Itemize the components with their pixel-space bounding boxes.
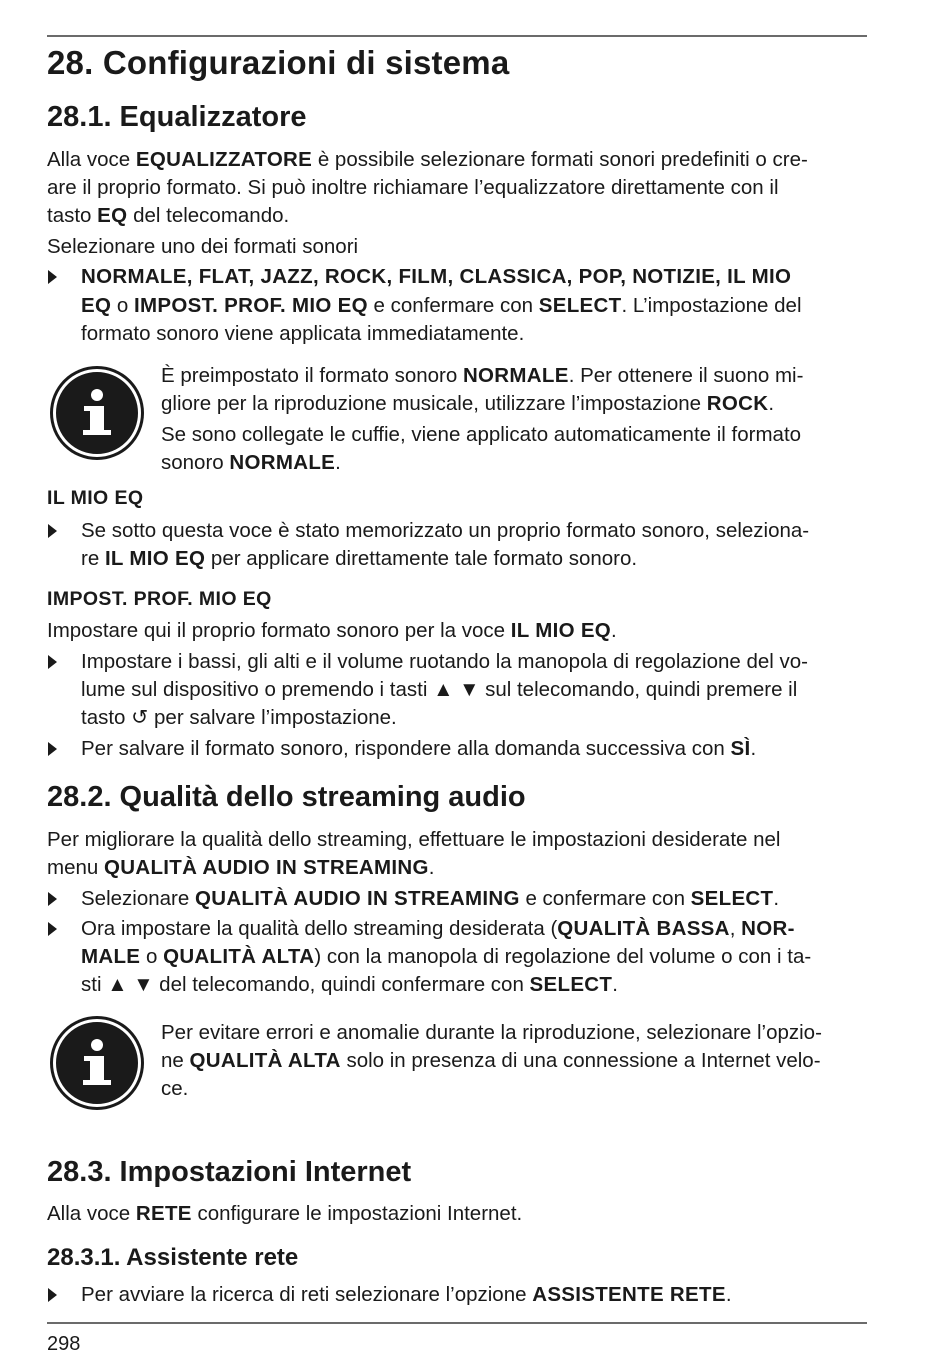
- text: solo in presenza di una connessione a Internet velo-: [340, 1049, 821, 1072]
- text: .: [611, 619, 617, 642]
- text: ne: [161, 1049, 190, 1072]
- keyword: QUALITÀ ALTA: [189, 1049, 341, 1072]
- text: per salvare l’impostazione.: [148, 706, 397, 729]
- subheading-il-mio-eq: IL MIO EQ: [47, 487, 144, 509]
- text: .: [612, 973, 618, 996]
- keyword: QUALITÀ AUDIO IN STREAMING: [194, 887, 520, 910]
- note-line: [161, 1047, 821, 1075]
- text: È preimpostato il formato sonoro: [161, 364, 463, 387]
- text: re: [81, 547, 105, 570]
- keyword: NOR-: [741, 917, 795, 940]
- text: sti: [81, 973, 108, 996]
- text: Ora impostare la qualità dello streaming desiderata (: [81, 917, 558, 940]
- keyword: SELECT: [529, 973, 613, 996]
- keyword: IMPOST. PROF. MIO EQ: [134, 294, 368, 317]
- keyword: NORMALE: [462, 364, 569, 387]
- paragraph-line: [47, 617, 617, 645]
- info-icon: [50, 366, 144, 460]
- chapter-title: 28. Configurazioni di sistema: [47, 44, 510, 81]
- bullet-line: [81, 704, 397, 732]
- text: .: [768, 392, 775, 415]
- info-icon: [50, 1016, 144, 1110]
- keyword: MALE: [81, 945, 141, 968]
- keyword: SELECT: [690, 887, 774, 910]
- paragraph-line: [47, 146, 808, 174]
- paragraph-line: Per migliorare la qualità dello streaming, effettuare le impostazioni desiderate nel: [47, 828, 781, 851]
- keyword: ROCK: [706, 392, 769, 415]
- text: tasto: [47, 204, 98, 227]
- text: ,: [729, 917, 742, 940]
- keyword: SÌ: [730, 737, 751, 760]
- arrow-keys-icon: ▲ ▼: [433, 678, 480, 701]
- text: del telecomando.: [127, 204, 290, 227]
- text: .: [335, 451, 341, 474]
- triangle-bullet-icon: [48, 1288, 57, 1302]
- text: è possibile selezionare formati sonori predefiniti o cre-: [312, 148, 808, 171]
- text: .: [725, 1283, 732, 1306]
- paragraph-line: [47, 202, 289, 230]
- bullet-line: [81, 676, 797, 704]
- bullet-line: [81, 915, 795, 943]
- note-line: [161, 449, 341, 477]
- text: .: [750, 737, 757, 760]
- note-line: Per evitare errori e anomalie durante la riproduzione, selezionare l’opzio-: [161, 1021, 822, 1044]
- bullet-line: [81, 971, 618, 999]
- text: . Per ottenere il suono mi-: [568, 364, 804, 387]
- text: Alla voce: [47, 1202, 136, 1225]
- triangle-bullet-icon: [48, 892, 57, 906]
- paragraph-line: [47, 854, 434, 882]
- text: Per avviare la ricerca di reti selezionare l’opzione: [81, 1283, 533, 1306]
- bullet-line: [81, 885, 779, 913]
- keyword: IL MIO EQ: [510, 619, 612, 642]
- bullet-line: Se sotto questa voce è stato memorizzato un proprio formato sonoro, seleziona-: [81, 519, 810, 542]
- triangle-bullet-icon: [48, 922, 57, 936]
- bullet-line: [81, 545, 637, 573]
- text: o: [140, 945, 164, 968]
- paragraph-line: Selezionare uno dei formati sonori: [47, 235, 359, 258]
- bottom-rule: [47, 1322, 867, 1324]
- bullet-line: [81, 735, 756, 763]
- keyword: EQUALIZZATORE: [135, 148, 313, 171]
- keyword: QUALITÀ ALTA: [163, 945, 315, 968]
- keyword: EQ: [81, 294, 112, 317]
- text: .: [428, 856, 435, 879]
- triangle-bullet-icon: [48, 524, 57, 538]
- keyword: QUALITÀ BASSA: [557, 917, 730, 940]
- text: per applicare direttamente tale formato sonoro.: [205, 547, 638, 570]
- note-line: ce.: [161, 1077, 189, 1100]
- text: lume sul dispositivo o premendo i tasti: [81, 678, 434, 701]
- text: e confermare con: [519, 887, 691, 910]
- text: e confermare con: [367, 294, 539, 317]
- text: Impostare qui il proprio formato sonoro per la voce: [47, 619, 511, 642]
- text: sul telecomando, quindi premere il: [479, 678, 798, 701]
- bullet-line: [81, 292, 802, 320]
- text: o: [111, 294, 135, 317]
- keyword: QUALITÀ AUDIO IN STREAMING: [103, 856, 429, 879]
- text: menu: [47, 856, 104, 879]
- keyword: EQ: [97, 204, 128, 227]
- arrow-keys-icon: ▲ ▼: [107, 973, 154, 996]
- keyword: NORMALE: [229, 451, 336, 474]
- bullet-line: Impostare i bassi, gli alti e il volume ruotando la manopola di regolazione del vo-: [81, 650, 809, 673]
- page-number: 298: [47, 1333, 81, 1355]
- bullet-line: NORMALE, FLAT, JAZZ, ROCK, FILM, CLASSICA, POP, NOTIZIE, IL MIO: [81, 265, 792, 288]
- subheading-impost-prof: IMPOST. PROF. MIO EQ: [47, 588, 272, 610]
- back-arrow-icon: ↺: [131, 706, 149, 729]
- top-rule: [47, 35, 867, 37]
- text: configurare le impostazioni Internet.: [191, 1202, 523, 1225]
- paragraph-line: [47, 1200, 522, 1228]
- bullet-line: [81, 943, 811, 971]
- keyword: SELECT: [538, 294, 622, 317]
- text: sonoro: [161, 451, 230, 474]
- text: tasto: [81, 706, 132, 729]
- bullet-line: [81, 1281, 732, 1309]
- section-title-equalizer: 28.1. Equalizzatore: [47, 101, 307, 133]
- text: Selezionare: [81, 887, 195, 910]
- section-title-internet: 28.3. Impostazioni Internet: [47, 1156, 412, 1188]
- note-line: Se sono collegate le cuffie, viene applicato automaticamente il formato: [161, 423, 802, 446]
- text: Per salvare il formato sonoro, rispondere alla domanda successiva con: [81, 737, 731, 760]
- section-title-streaming: 28.2. Qualità dello streaming audio: [47, 781, 526, 813]
- keyword: IL MIO EQ: [104, 547, 206, 570]
- keyword: RETE: [135, 1202, 192, 1225]
- triangle-bullet-icon: [48, 742, 57, 756]
- text: gliore per la riproduzione musicale, utilizzare l’impostazione: [161, 392, 707, 415]
- triangle-bullet-icon: [48, 655, 57, 669]
- note-line: [161, 362, 803, 390]
- bullet-line: formato sonoro viene applicata immediatamente.: [81, 322, 525, 345]
- text: del telecomando, quindi confermare con: [153, 973, 530, 996]
- triangle-bullet-icon: [48, 270, 57, 284]
- note-line: [161, 390, 774, 418]
- paragraph-line: are il proprio formato. Si può inoltre richiamare l’equalizzatore direttamente con il: [47, 176, 779, 199]
- text: Alla voce: [47, 148, 136, 171]
- text: . L’impostazione del: [621, 294, 802, 317]
- text: ) con la manopola di regolazione del volume o con i ta-: [314, 945, 812, 968]
- subsection-title-assistente-rete: 28.3.1. Assistente rete: [47, 1244, 299, 1271]
- text: .: [773, 887, 780, 910]
- keyword: ASSISTENTE RETE: [532, 1283, 726, 1306]
